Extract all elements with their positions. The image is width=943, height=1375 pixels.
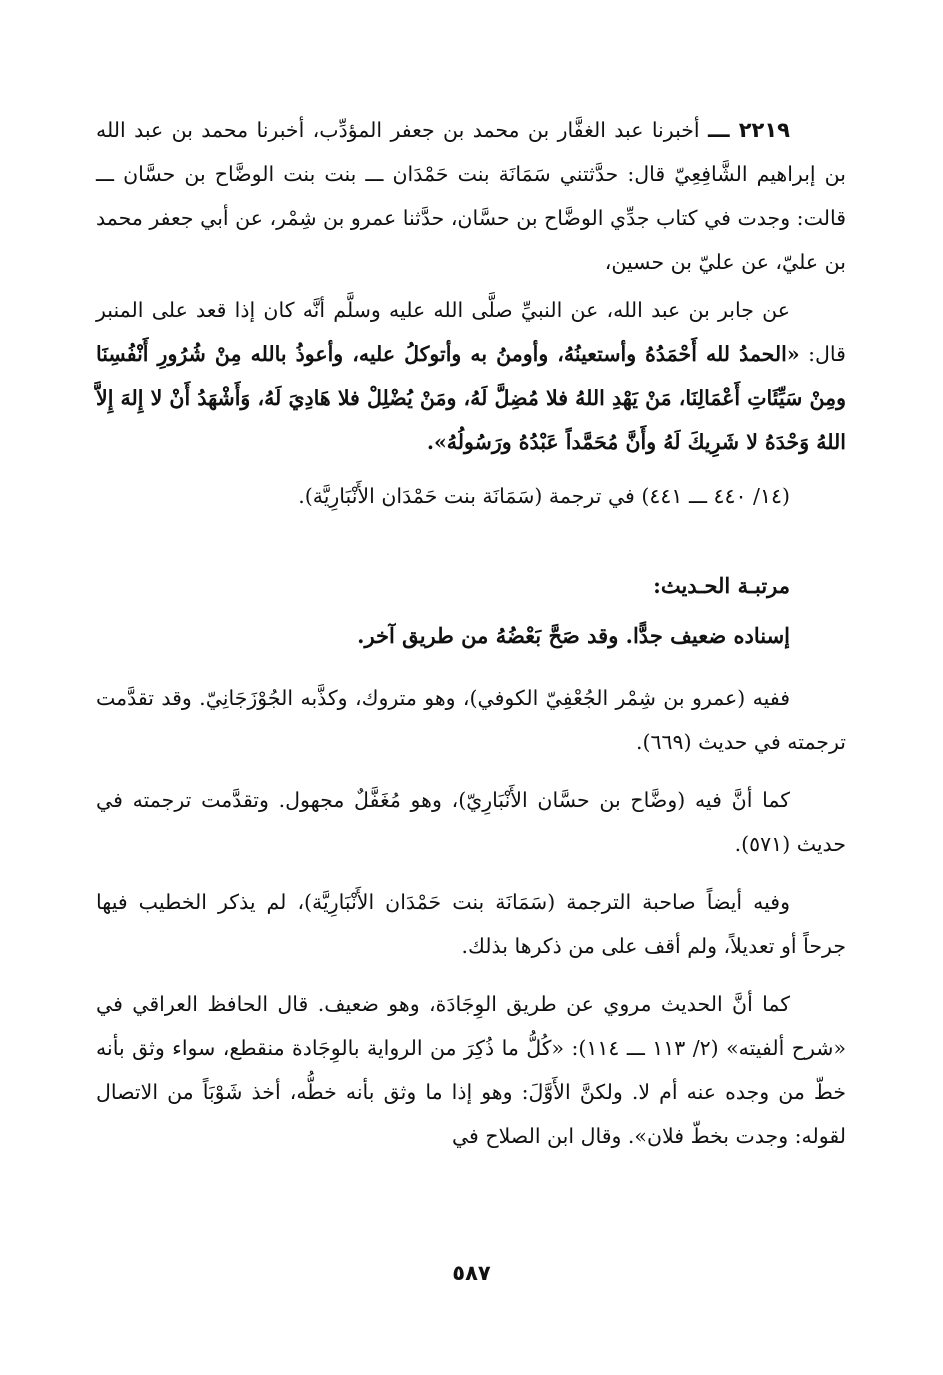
grading-verdict: إسناده ضعيف جدًّا. وقد صَحَّ بَعْضُهُ من طريق آخر.: [357, 623, 790, 648]
discussion-paragraph-4: كما أنَّ الحديث مروي عن طريق الوِجَادَة، وهو ضعيف. قال الحافظ العراقي في «شرح ألفيته» (٢/ ١١٣ ـــ ١١٤): «كُلُّ ما ذُكِرَ من الرواية بالوِجَادة منقطع، سواء وثق بأنه خطّ من وجده عنه أم لا. ولكنَّ الأَوَّلَ: وهو إذا ما وثق بأنه خطُّه، أخذ شَوْبَاً من الاتصال لقوله: وجدت بخطّ فلان». وقال ابن الصلاح في: [96, 992, 846, 1148]
hadith-reference: (١٤/ ٤٤٠ ـــ ٤٤١) في ترجمة (سَمَانَة بنت حَمْدَان الأَنْبَارِيَّة).: [298, 484, 790, 508]
discussion-paragraph-2: كما أنَّ فيه (وضَّاح بن حسَّان الأَنْبَارِيّ)، وهو مُغَفَّلٌ مجهول. وتقدَّمت ترجمته في حديث (٥٧١).: [96, 788, 846, 856]
grading-heading: مرتبـة الحـديث:: [653, 573, 790, 598]
page-body: [96, 108, 846, 1158]
discussion-paragraph-3: وفيه أيضاً صاحبة الترجمة (سَمَانَة بنت حَمْدَان الأَنْبَارِيَّة)، لم يذكر الخطيب فيها جرحاً أو تعديلاً، ولم أقف على من ذكرها بذلك.: [96, 890, 846, 958]
hadith-matn-text: «الحمدُ لله أَحْمَدُهُ وأستعينُهُ، وأومنُ به وأتوكلُ عليه، وأعوذُ بالله مِنْ شُرُورِ أَنْفُسِنَا ومِنْ سَيِّئَاتِ أَعْمَالِنَا، مَنْ يَهْدِ اللهُ فلا مُضِلَّ لَهُ، ومَنْ يُضْلِلْ فلا هَادِيَ لَهُ، وَأَشْهَدُ أَنْ لا إِلهَ إِلاَّ اللهُ وَحْدَهُ لا شَرِيكَ لَهُ وأَنَّ مُحَمَّداً عَبْدُهُ ورَسُولُهُ».: [96, 342, 846, 454]
page-number: ٥٨٧: [452, 1261, 491, 1285]
discussion-paragraph-1: ففيه (عمرو بن شِمْر الجُعْفِيّ الكوفي)، وهو متروك، وكذَّبه الجُوْزَجَانِيّ. وقد تقدَّمت ترجمته في حديث (٦٦٩).: [96, 686, 846, 754]
hadith-number: ٢٢١٩ ـــ: [708, 118, 790, 142]
hadith-matn-paragraph: [96, 288, 846, 464]
hadith-isnad: أخبرنا عبد الغفَّار بن محمد بن جعفر المؤدِّب، أخبرنا محمد بن عبد الله بن إبراهيم الشَّافِعِيّ قال: حدَّثتني سَمَانَة بنت حَمْدَان ـــ بنت بنت الوضَّاح بن حسَّان ـــ قالت: وجدت في كتاب جدِّي الوضَّاح بن حسَّان، حدَّثنا عمرو بن شِمْر، عن أبي جعفر محمد بن عليّ، عن عليّ بن حسين،: [96, 118, 846, 274]
hadith-matn-intro: عن جابر بن عبد الله، عن النبيِّ صلَّى الله عليه وسلَّم أنَّه كان إذا قعد على المنبر قال:: [96, 298, 846, 366]
hadith-isnad-paragraph: [96, 108, 846, 284]
